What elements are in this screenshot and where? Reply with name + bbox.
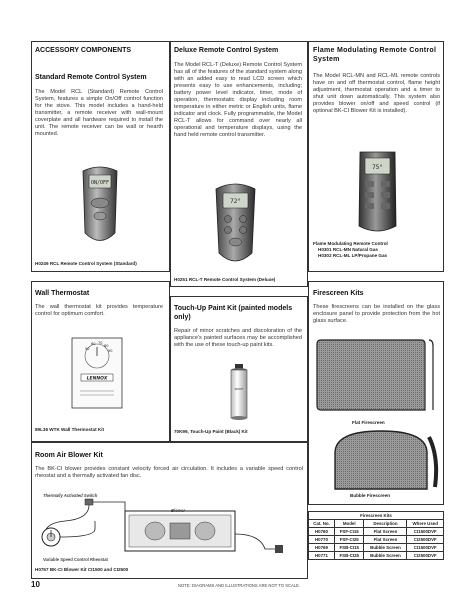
table-cell: FSB-CI15 bbox=[334, 544, 364, 552]
firescreen-table bbox=[308, 511, 444, 560]
touchup-heading: Touch-Up Paint Kit (painted models only) bbox=[174, 305, 293, 321]
footer-note: NOTE: DIAGRAMS AND ILLUSTRATIONS ARE NOT TO SCALE. bbox=[178, 583, 301, 588]
table-cell: H0760 bbox=[309, 528, 335, 536]
table-cell: Bubble Screen bbox=[364, 552, 407, 560]
table-cell: Bubble Screen bbox=[364, 544, 407, 552]
table-cell: Flat Screen bbox=[364, 528, 407, 536]
thermostat-heading: Wall Thermostat bbox=[35, 290, 90, 297]
touchup-body: Repair of minor scratches and discoloration of the appliance's painted surfaces may be accomplished with the use of these touch-up paint kits. bbox=[174, 328, 302, 348]
table-cell: H0769 bbox=[309, 544, 335, 552]
table-cell: CI2500DVF bbox=[407, 536, 444, 544]
table-cell: H0771 bbox=[309, 552, 335, 560]
flame-remote-screen: 75° bbox=[372, 164, 383, 171]
bubble-firescreen-caption: Bubble Firescreen bbox=[350, 493, 391, 498]
deluxe-body: The Model RCL-T (Deluxe) Remote Control System has all of the features of the standard system along with an added easy to read LCD screen which presents easy to use enhancements, including; battery power level indicator, timer, mode of operation, thermostatic display including room temperature in either metric or English units, flame indicator and clock. Fully programmable, the Model RCL-T allows for command over nearly all operational and temperature displays, using the hand held remote control transmitter. bbox=[174, 62, 302, 138]
dial-num-4: 80 bbox=[104, 344, 109, 348]
blower-label: Blower bbox=[171, 508, 185, 513]
table-header: Cat. No. bbox=[309, 520, 335, 528]
thermostat-brand: LENNOX bbox=[86, 376, 108, 382]
dial-num-1: 50 bbox=[85, 347, 90, 351]
thermostat-image bbox=[70, 336, 125, 411]
table-header: Description bbox=[364, 520, 407, 528]
dial-num-5: 90 bbox=[108, 349, 113, 353]
firescreen-heading: Firescreen Kits bbox=[313, 290, 364, 297]
rheostat-label: Variable Speed Control Rheostat bbox=[43, 557, 108, 562]
table-cell: H0770 bbox=[309, 536, 335, 544]
table-cell: Flat Screen bbox=[364, 536, 407, 544]
standard-remote-heading: Standard Remote Control System bbox=[35, 74, 147, 81]
dial-num-3: 70 bbox=[98, 341, 103, 345]
thermostat-caption: 89L36 WTK Wall Thermostat Kit bbox=[35, 427, 105, 432]
standard-remote-caption: H0249 RCL Remote Control System (Standard) bbox=[35, 261, 137, 266]
page-number: 10 bbox=[31, 580, 40, 589]
table-cell: FSF-CI15 bbox=[334, 528, 364, 536]
touchup-caption: 70K99, Touch-Up Paint (Black) Kit bbox=[174, 429, 248, 434]
thermostat-body: The wall thermostat kit provides temperature control for optimum comfort. bbox=[35, 304, 163, 317]
deluxe-heading: Deluxe Remote Control System bbox=[174, 47, 279, 54]
table-header: Model bbox=[334, 520, 364, 528]
flat-firescreen-image bbox=[313, 336, 438, 416]
table-row bbox=[309, 544, 444, 552]
blower-heading: Room Air Blower Kit bbox=[35, 452, 103, 459]
table-row bbox=[309, 528, 444, 536]
deluxe-remote-image bbox=[208, 179, 263, 269]
firescreen-body: These firescreens can be installed on the glass enclosure panel to provide protection from the hot glass surface. bbox=[313, 304, 440, 324]
accessory-heading: ACCESSORY COMPONENTS bbox=[35, 47, 132, 54]
paint-can-label: PAINT bbox=[234, 387, 244, 391]
bubble-firescreen-image bbox=[331, 427, 441, 491]
standard-remote-body: The Model RCL (Standard) Remote Control System, features a simple On/Off control function for the stove. This model includes a hand-held transmitter, a remote receiver with wall-mount coverplate and all hardware required to install the unit. The remote receiver can be wall or hearth mounted. bbox=[35, 89, 163, 137]
deluxe-caption: H0251 RCL-T Remote Control System (Deluxe) bbox=[174, 277, 276, 282]
flame-heading: Flame Modulating Remote Control System bbox=[313, 47, 437, 63]
flat-firescreen-caption: Flat Firescreen bbox=[352, 420, 385, 425]
flame-caption-title: Flame Modulating Remote Control bbox=[313, 241, 388, 246]
blower-caption: H0767 BK-CI Blower Kit CI1500 and CI2500 bbox=[35, 567, 129, 572]
flame-body: The Model RCL-MN and RCL-ML remote controls have on and off thermostat control, flame height adjustment, thermostat operation and a timer to shut unit down automatically. This system also provides blower on/off and speed control (if optional BK-CI Blower Kit is installed). bbox=[313, 73, 440, 114]
firescreen-table-title: Firescreen Kits bbox=[309, 512, 444, 520]
paint-can-image bbox=[226, 362, 252, 422]
table-cell: CI2500DVF bbox=[407, 552, 444, 560]
deluxe-remote-screen: 72° bbox=[230, 198, 241, 205]
flame-caption-line2: H0302 RCL-ML LP/Propane Gas bbox=[318, 253, 388, 258]
table-header: Where Used bbox=[407, 520, 444, 528]
table-cell: FSF-CI25 bbox=[334, 536, 364, 544]
table-cell: FSB-CI25 bbox=[334, 552, 364, 560]
table-cell: CI1500DVF bbox=[407, 544, 444, 552]
thermal-switch-label: Thermally Activated Switch bbox=[43, 493, 98, 498]
table-cell: CI1500DVF bbox=[407, 528, 444, 536]
table-row bbox=[309, 552, 444, 560]
standard-remote-image bbox=[75, 163, 125, 248]
table-row bbox=[309, 536, 444, 544]
standard-remote-screen: ON/OFF bbox=[90, 180, 110, 186]
dial-num-2: 60 bbox=[91, 342, 96, 346]
flame-caption-line1: H0301 RCL-MN Natural Gas bbox=[318, 247, 378, 252]
flame-remote-image bbox=[350, 146, 405, 236]
blower-body: The BK-CI blower provides constant velocity forced air circulation. It includes a variable speed control rheostat and a thermally activated fan disc. bbox=[35, 466, 303, 479]
